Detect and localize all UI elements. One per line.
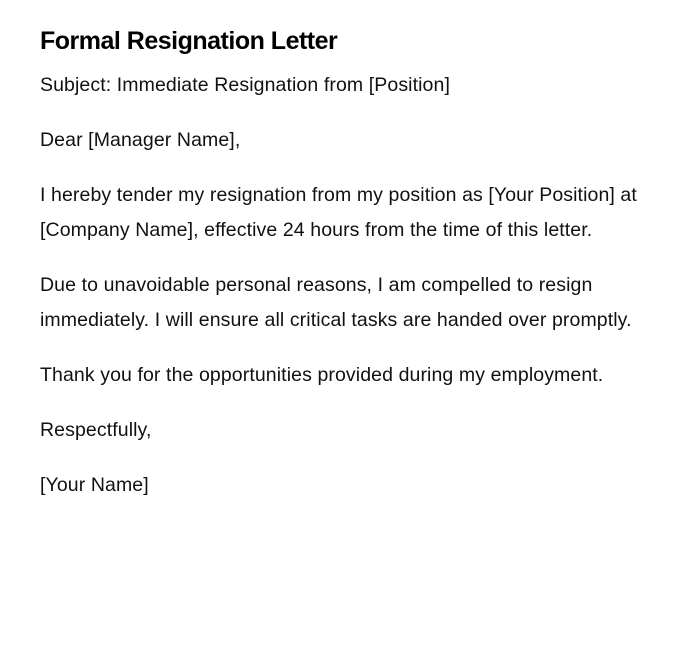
letter-salutation: Dear [Manager Name], bbox=[40, 129, 241, 151]
letter-closing: Respectfully, bbox=[40, 419, 152, 441]
letter-subject: Subject: Immediate Resignation from [Position] bbox=[40, 74, 450, 96]
letter-body-paragraph-3: Thank you for the opportunities provided during my employment. bbox=[40, 364, 604, 386]
letter-body-paragraph-1: I hereby tender my resignation from my position as [Your Position] at [Company Name], effective 24 hours from the time of this letter. bbox=[40, 184, 637, 241]
letter-body-paragraph-2: Due to unavoidable personal reasons, I am compelled to resign immediately. I will ensure all critical tasks are handed over promptly. bbox=[40, 274, 632, 331]
letter-signature: [Your Name] bbox=[40, 474, 149, 496]
letter-title: Formal Resignation Letter bbox=[40, 27, 338, 55]
